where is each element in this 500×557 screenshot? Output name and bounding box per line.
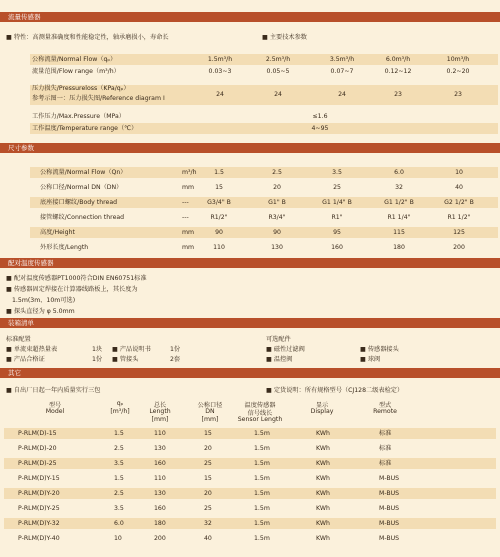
temp-item: ■ 探头直径为 φ 5.0mm	[6, 308, 75, 315]
row-label: 工作温度/Temperature range（℃）	[32, 125, 138, 132]
table-cell: 24	[338, 91, 346, 98]
table-cell: 10	[114, 535, 122, 542]
table-row	[30, 242, 498, 253]
table-cell: KWh	[316, 445, 330, 452]
row-label: 参考示图一：压力损失图/Reference diagram Ⅰ	[32, 95, 165, 102]
row-unit: ---	[182, 214, 189, 221]
section-title: 配对温度传感器	[8, 259, 54, 267]
table-cell: 1.5	[214, 169, 224, 176]
row-label: 高度/Height	[40, 229, 75, 236]
packing-item: ■ 单流束超热量表	[6, 346, 58, 353]
table-row	[4, 443, 496, 454]
table-cell: M-BUS	[379, 475, 400, 482]
table-row	[30, 111, 498, 122]
packing-standard-title: 标准配置	[6, 336, 31, 343]
table-cell: 6.0	[114, 520, 124, 527]
table-cell: 130	[271, 244, 283, 251]
table-cell: 180	[154, 520, 166, 527]
row-label: 公称口径/Normal DN（DN）	[40, 184, 123, 191]
table-cell: 1.5m³/h	[207, 56, 233, 63]
table-row	[4, 488, 496, 499]
feature-item: ■ 特性：高测量准确度和性能稳定性，轴承磨损小，寿命长	[6, 34, 169, 41]
table-cell: 110	[154, 430, 166, 437]
table-cell: 1.5m	[254, 475, 270, 482]
table-cell: G1" B	[268, 199, 286, 206]
table-cell: P-RLM(D)Y-25	[18, 505, 60, 512]
table-cell: 0.12~12	[384, 68, 412, 75]
column-header: DN	[205, 408, 215, 415]
section-title: 其它	[8, 369, 21, 377]
table-cell: KWh	[316, 490, 330, 497]
table-cell: 1.5	[114, 430, 124, 437]
temp-item: ■ 传感器固定焊接在计算器线路板上，其长度为	[6, 286, 138, 293]
table-cell: 25	[204, 505, 212, 512]
table-cell: KWh	[316, 535, 330, 542]
table-cell: 180	[393, 244, 405, 251]
table-cell: 0.03~3	[208, 68, 232, 75]
table-cell: 90	[215, 229, 223, 236]
table-cell: 2.5m³/h	[265, 56, 291, 63]
row-unit: mm	[182, 184, 195, 191]
row-label: 公称流量/Normal Flow（qₚ）	[32, 56, 117, 63]
column-header: 温度传感器	[244, 402, 276, 409]
table-cell: 20	[204, 490, 212, 497]
packing-item: ■ 产品合格证	[6, 356, 45, 363]
packing-qty: 1块	[92, 346, 103, 353]
table-cell: 1.5m	[254, 490, 270, 497]
column-header: [mm]	[201, 416, 219, 423]
table-row	[30, 54, 498, 65]
table-cell: G2 1/2" B	[444, 199, 474, 206]
table-cell: R1"	[331, 214, 343, 221]
packing-qty: 1份	[92, 356, 103, 363]
table-cell: G3/4" B	[207, 199, 231, 206]
table-cell: 200	[453, 244, 465, 251]
table-row	[4, 473, 496, 484]
packing-optional-title: 可选配件	[266, 336, 291, 343]
table-cell: 2.5	[114, 490, 124, 497]
row-label: 压力损失/Pressureloss（KPa/qₚ）	[32, 85, 130, 92]
table-row	[30, 85, 498, 105]
optional-item: ■ 球阀	[360, 356, 381, 363]
table-cell: ≤1.6	[312, 113, 328, 120]
temp-item: 1.5m(3m、10m可选)	[12, 297, 76, 304]
column-header: 总长	[153, 402, 167, 409]
table-cell: 20	[204, 445, 212, 452]
table-cell: 200	[154, 535, 166, 542]
row-label: 外形长度/Length	[40, 244, 89, 251]
table-cell: 标准	[379, 460, 392, 467]
table-cell: 1.5m	[254, 445, 270, 452]
table-cell: 40	[455, 184, 463, 191]
column-header: Length	[149, 408, 171, 415]
packing-item: ■ 管接头	[112, 356, 139, 363]
optional-item: ■ 温控阀	[266, 356, 293, 363]
table-cell: M-BUS	[379, 490, 400, 497]
row-unit: mm	[182, 244, 195, 251]
table-cell: M-BUS	[379, 505, 400, 512]
row-label: 工作压力/Max.Pressure（MPa）	[32, 113, 125, 120]
column-header: 信号线长	[247, 410, 273, 417]
table-cell: 160	[154, 505, 166, 512]
table-cell: 15	[204, 475, 212, 482]
table-cell: 标准	[379, 445, 392, 452]
table-cell: 1.5m	[254, 430, 270, 437]
section-bar-dimensions	[0, 143, 500, 153]
column-header: Sensor Length	[237, 416, 283, 423]
table-cell: 130	[154, 490, 166, 497]
table-cell: 10	[455, 169, 463, 176]
table-cell: 25	[204, 460, 212, 467]
table-row	[30, 197, 498, 208]
row-label: 底座接口螺纹/Body thread	[40, 199, 118, 206]
table-row	[30, 182, 498, 193]
table-cell: KWh	[316, 460, 330, 467]
table-cell: 160	[154, 460, 166, 467]
table-cell: G1 1/2" B	[384, 199, 414, 206]
row-label: 接管螺纹/Connection thread	[40, 214, 125, 221]
table-row	[30, 66, 498, 77]
table-cell: KWh	[316, 430, 330, 437]
table-cell: 标准	[379, 430, 392, 437]
table-cell: 95	[333, 229, 341, 236]
table-cell: 23	[394, 91, 402, 98]
table-cell: 110	[154, 475, 166, 482]
table-cell: P-RLM(D)Y-20	[18, 490, 60, 497]
table-cell: KWh	[316, 520, 330, 527]
column-header: 型式	[378, 402, 392, 409]
row-label: 流量范围/Flow range（m³/h）	[32, 68, 120, 75]
table-cell: KWh	[316, 505, 330, 512]
table-row	[4, 503, 496, 514]
table-cell: P-RLM(D)-20	[18, 445, 57, 452]
table-cell: 2.5	[272, 169, 282, 176]
packing-qty: 1份	[170, 346, 181, 353]
table-cell: KWh	[316, 475, 330, 482]
section-title: 尺寸参数	[8, 144, 34, 152]
table-cell: 24	[274, 91, 282, 98]
table-cell: P-RLM(D)-15	[18, 430, 57, 437]
table-cell: 90	[273, 229, 281, 236]
table-cell: 3.5m³/h	[329, 56, 355, 63]
temp-item: ■ 配对温度传感器PT1000符合DIN EN60751标准	[6, 275, 147, 282]
table-cell: 15	[204, 430, 212, 437]
table-cell: M-BUS	[379, 520, 400, 527]
table-cell: 1.5m	[254, 505, 270, 512]
table-row	[30, 212, 498, 223]
row-unit: ---	[182, 199, 189, 206]
table-cell: 1.5m	[254, 520, 270, 527]
table-cell: 25	[333, 184, 341, 191]
table-cell: 24	[216, 91, 224, 98]
table-cell: M-BUS	[379, 535, 400, 542]
table-cell: R1/2"	[210, 214, 228, 221]
column-header: Display	[310, 408, 334, 415]
other-item: ■ 自出厂日起一年内质量实行三包	[6, 387, 101, 394]
table-cell: 23	[454, 91, 462, 98]
table-cell: 0.07~7	[330, 68, 354, 75]
table-cell: R3/4"	[268, 214, 286, 221]
table-row	[30, 123, 498, 134]
table-cell: P-RLM(D)-25	[18, 460, 57, 467]
table-cell: 40	[204, 535, 212, 542]
table-cell: 20	[273, 184, 281, 191]
packing-qty: 2套	[170, 356, 181, 363]
table-row	[4, 428, 496, 439]
table-cell: 1.5	[114, 475, 124, 482]
table-cell: 2.5	[114, 445, 124, 452]
optional-item: ■ 传感器接头	[360, 346, 399, 353]
section-bar-other	[0, 368, 500, 378]
column-header: Remote	[373, 408, 397, 415]
table-cell: P-RLM(D)Y-32	[18, 520, 60, 527]
table-cell: 3.5	[332, 169, 342, 176]
table-cell: 130	[154, 445, 166, 452]
column-header: [mm]	[151, 416, 169, 423]
table-cell: P-RLM(D)Y-15	[18, 475, 60, 482]
table-cell: 160	[331, 244, 343, 251]
section-bar-flow-sensor	[0, 12, 500, 22]
table-cell: 125	[453, 229, 465, 236]
table-row	[4, 458, 496, 469]
table-row	[4, 518, 496, 529]
table-cell: 1.5m	[254, 460, 270, 467]
section-title: 流量传感器	[8, 13, 41, 21]
column-header: [m³/h]	[110, 408, 130, 415]
table-cell: 0.2~20	[446, 68, 470, 75]
table-cell: 110	[213, 244, 225, 251]
column-header: 型号	[48, 402, 62, 409]
column-header: 显示	[315, 402, 329, 409]
table-cell: 3.5	[114, 460, 124, 467]
section-title: 装箱清单	[8, 319, 34, 327]
column-header: 公称口径	[197, 402, 223, 409]
table-cell: 0.05~5	[266, 68, 290, 75]
column-header: Model	[45, 408, 65, 415]
table-cell: 32	[395, 184, 403, 191]
table-cell: R1 1/2"	[447, 214, 471, 221]
column-header: qₚ	[116, 400, 124, 407]
table-cell: 6.0m³/h	[385, 56, 411, 63]
table-cell: 115	[393, 229, 405, 236]
table-cell: 4~95	[311, 125, 329, 132]
packing-item: ■ 产品说明书	[112, 346, 151, 353]
table-cell: 3.5	[114, 505, 124, 512]
table-cell: 6.0	[394, 169, 404, 176]
section-bar-packing	[0, 318, 500, 328]
table-cell: R1 1/4"	[387, 214, 411, 221]
table-cell: 15	[215, 184, 223, 191]
optional-item: ■ 磁性过滤阀	[266, 346, 305, 353]
feature-item: ■ 主要技术参数	[262, 34, 307, 41]
table-cell: 32	[204, 520, 212, 527]
table-cell: P-RLM(D)Y-40	[18, 535, 60, 542]
row-unit: mm	[182, 229, 195, 236]
table-row	[30, 167, 498, 178]
table-row	[4, 533, 496, 544]
row-unit: m³/h	[182, 169, 197, 176]
table-cell: 1.5m	[254, 535, 270, 542]
table-cell: G1 1/4" B	[322, 199, 352, 206]
table-cell: 10m³/h	[446, 56, 470, 63]
row-label: 公称流量/Normal Flow（Qn）	[40, 169, 127, 176]
section-bar-temp-sensor	[0, 258, 500, 268]
other-item: ■ 定货说明：所有规格型号（CJ128二级表检定）	[266, 387, 404, 394]
table-row	[30, 227, 498, 238]
